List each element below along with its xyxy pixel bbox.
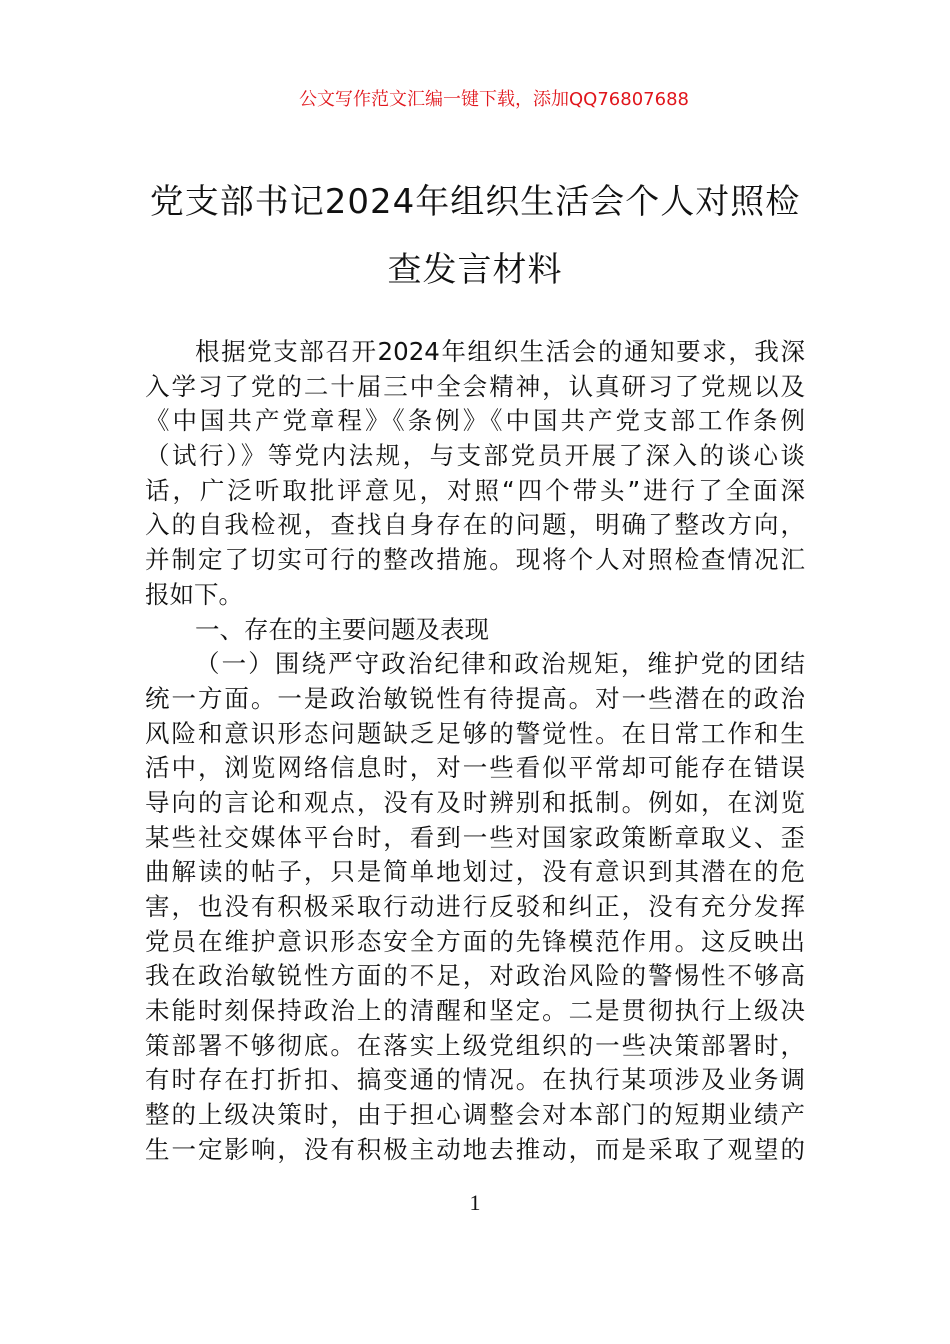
paragraph <box>145 335 805 613</box>
text-line: 统一方面。一是政治敏锐性有待提高。对一些潜在的政治 <box>145 683 805 713</box>
text-line: 报如下。 <box>145 579 243 609</box>
text-line: 整的上级决策时，由于担心调整会对本部门的短期业绩产 <box>145 1100 805 1130</box>
paragraph <box>145 647 805 1167</box>
text-line: 某些社交媒体平台时，看到一些对国家政策断章取义、歪 <box>145 822 805 852</box>
text-line: 《中国共产党章程》《条例》《中国共产党支部工作条例 <box>145 406 805 436</box>
text-line: 并制定了切实可行的整改措施。现将个人对照检查情况汇 <box>145 545 805 575</box>
text-line: 党员在维护意识形态安全方面的先锋模范作用。这反映出 <box>145 926 805 956</box>
text-line: 导向的言论和观点，没有及时辨别和抵制。例如，在浏览 <box>145 787 805 817</box>
text-line: 策部署不够彻底。在落实上级党组织的一些决策部署时， <box>145 1030 805 1060</box>
text-line: 活中，浏览网络信息时，对一些看似平常却可能存在错误 <box>145 753 805 783</box>
text-line: 害，也没有积极采取行动进行反驳和纠正，没有充分发挥 <box>145 892 805 921</box>
text-line: 入学习了党的二十届三中全会精神，认真研习了党规以及 <box>145 371 805 401</box>
document-body <box>145 335 805 1168</box>
header-banner: 公文写作范文汇编一键下载，添加QQ76807688 <box>299 89 689 110</box>
text-line: 一、存在的主要问题及表现 <box>195 614 489 644</box>
text-line: 生一定影响，没有积极主动地去推动，而是采取了观望的 <box>145 1134 805 1164</box>
text-line: 风险和意识形态问题缺乏足够的警觉性。在日常工作和生 <box>145 718 805 748</box>
document-title-line-1: 党支部书记2024年组织生活会个人对照检 <box>149 182 801 222</box>
document-title-line-2: 查发言材料 <box>387 250 563 290</box>
text-line: （试行）》等党内法规，与支部党员开展了深入的谈心谈 <box>145 441 805 471</box>
text-line: 根据党支部召开2024年组织生活会的通知要求，我深 <box>195 337 805 366</box>
page-number: 1 <box>469 1190 481 1215</box>
text-line: 有时存在打折扣、搞变通的情况。在执行某项涉及业务调 <box>145 1065 805 1095</box>
text-line: 话，广泛听取批评意见，对照“四个带头”进行了全面深 <box>145 475 805 505</box>
text-line: 我在政治敏锐性方面的不足，对政治风险的警惕性不够高 <box>145 961 805 991</box>
text-line: （一）围绕严守政治纪律和政治规矩，维护党的团结 <box>195 649 805 679</box>
text-line: 曲解读的帖子，只是简单地划过，没有意识到其潜在的危 <box>145 857 805 887</box>
paragraph <box>145 613 805 648</box>
text-line: 未能时刻保持政治上的清醒和坚定。二是贯彻执行上级决 <box>145 996 805 1026</box>
text-line: 入的自我检视，查找自身存在的问题，明确了整改方向， <box>145 510 805 540</box>
